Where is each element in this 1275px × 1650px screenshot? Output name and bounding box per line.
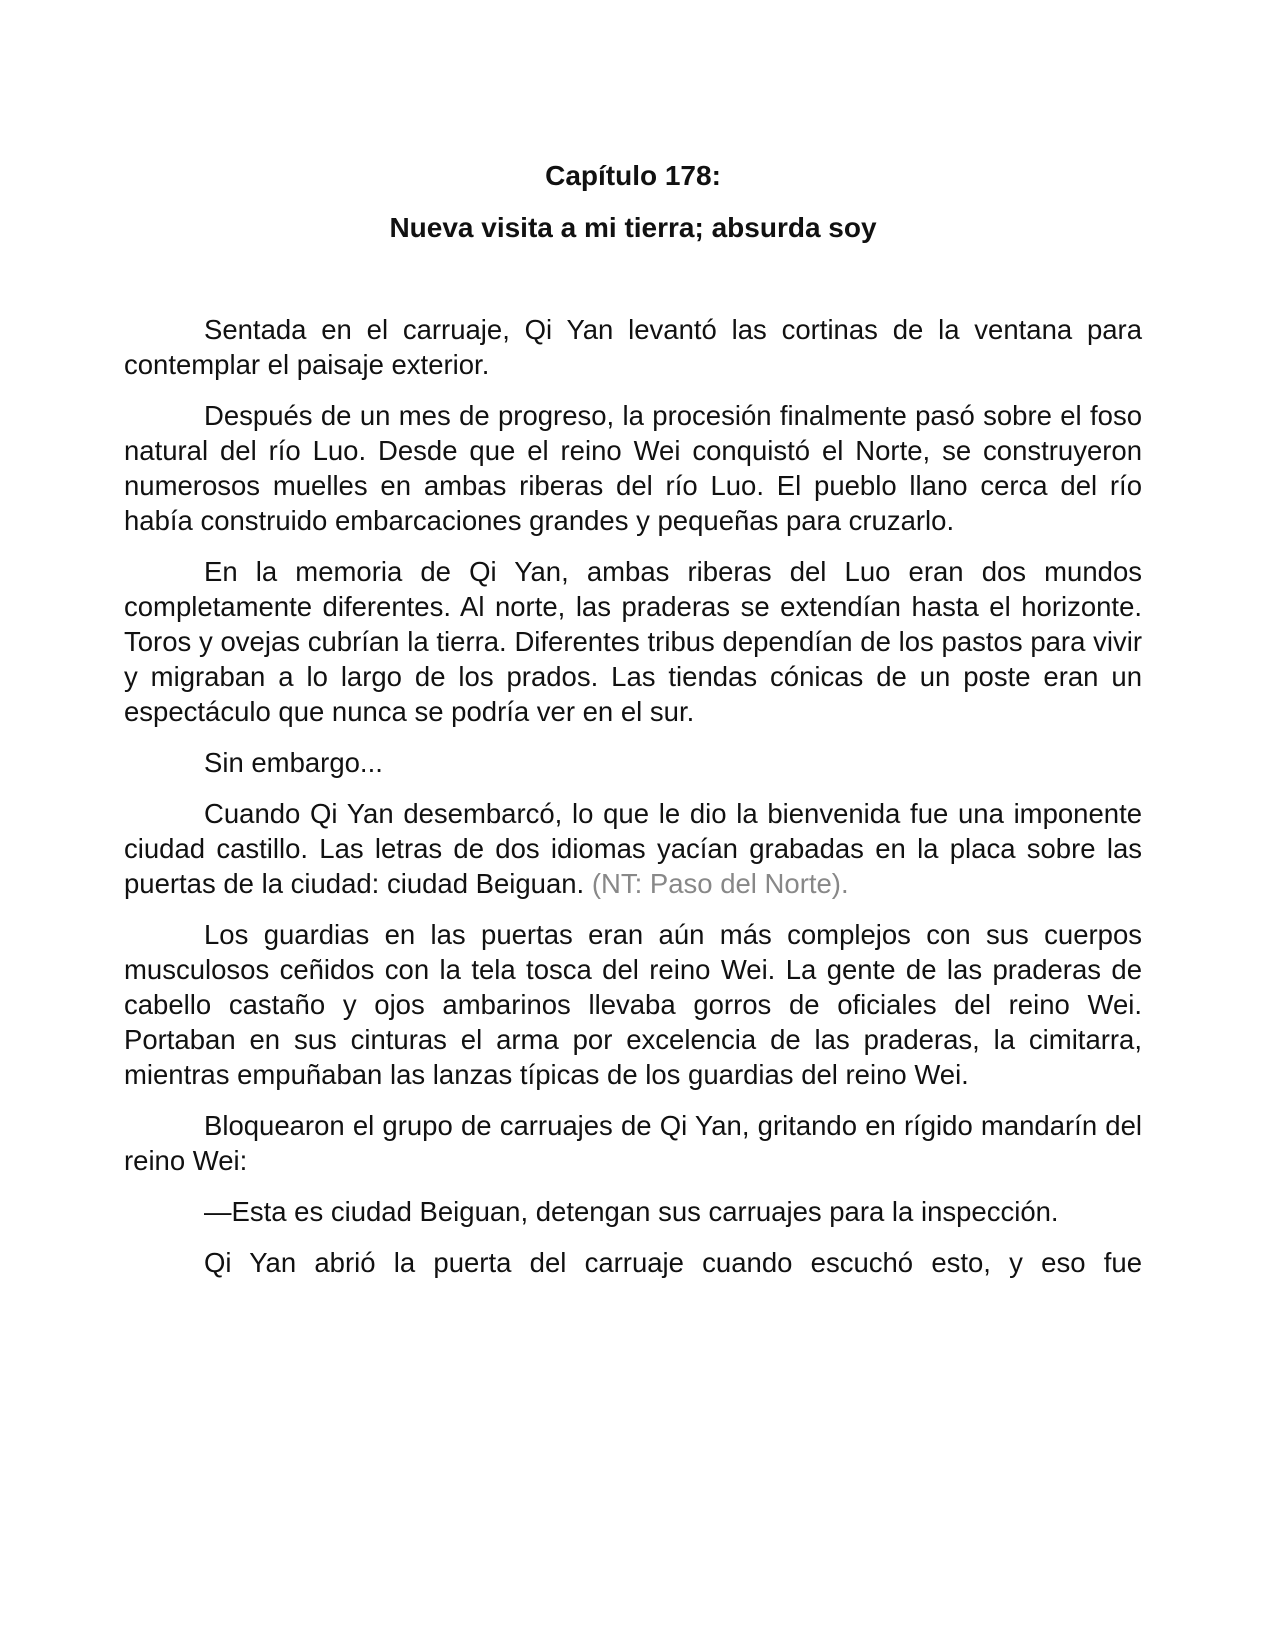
document-page (124, 158, 1142, 1296)
paragraph-1: Sentada en el carruaje, Qi Yan levantó las cortinas de la ventana para contemplar el paisaje exterior. (124, 314, 1142, 380)
paragraph-7: Bloquearon el grupo de carruajes de Qi Yan, gritando en rígido mandarín del reino Wei: (124, 1110, 1142, 1176)
translator-note: (NT: Paso del Norte). (591, 868, 849, 899)
paragraph-5-text: Cuando Qi Yan desembarcó, lo que le dio la bienvenida fue una imponente ciudad castillo. Las letras de dos idiomas yacían grabadas en la placa sobre las puertas de la ciudad: ciudad Beiguan. (124, 798, 1142, 899)
chapter-title: Nueva visita a mi tierra; absurda soy (389, 212, 877, 243)
paragraph-6: Los guardias en las puertas eran aún más complejos con sus cuerpos musculosos ceñidos con la tela tosca del reino Wei. La gente de las praderas de cabello castaño y ojos ambarinos llevaba gorros de oficiales del reino Wei. Portaban en sus cinturas el arma por excelencia de las praderas, la cimitarra, mientras empuñaban las lanzas típicas de los guardias del reino Wei. (124, 919, 1142, 1090)
body-text (124, 312, 1142, 1280)
paragraph-4: Sin embargo... (204, 747, 383, 778)
paragraph-9: Qi Yan abrió la puerta del carruaje cuando escuchó esto, y eso fue (204, 1247, 1142, 1278)
paragraph-5 (124, 796, 1142, 901)
paragraph-8: —Esta es ciudad Beiguan, detengan sus carruajes para la inspección. (204, 1196, 1059, 1227)
paragraph-3: En la memoria de Qi Yan, ambas riberas del Luo eran dos mundos completamente diferentes. Al norte, las praderas se extendían hasta el horizonte. Toros y ovejas cubrían la tierra. Diferentes tribus dependían de los pastos para vivir y migraban a lo largo de los prados. Las tiendas cónicas de un poste eran un espectáculo que nunca se podría ver en el sur. (124, 556, 1142, 727)
chapter-number: Capítulo 178: (545, 160, 721, 191)
paragraph-2: Después de un mes de progreso, la procesión finalmente pasó sobre el foso natural del río Luo. Desde que el reino Wei conquistó el Norte, se construyeron numerosos muelles en ambas riberas del río Luo. El pueblo llano cerca del río había construido embarcaciones grandes y pequeñas para cruzarlo. (124, 400, 1142, 536)
